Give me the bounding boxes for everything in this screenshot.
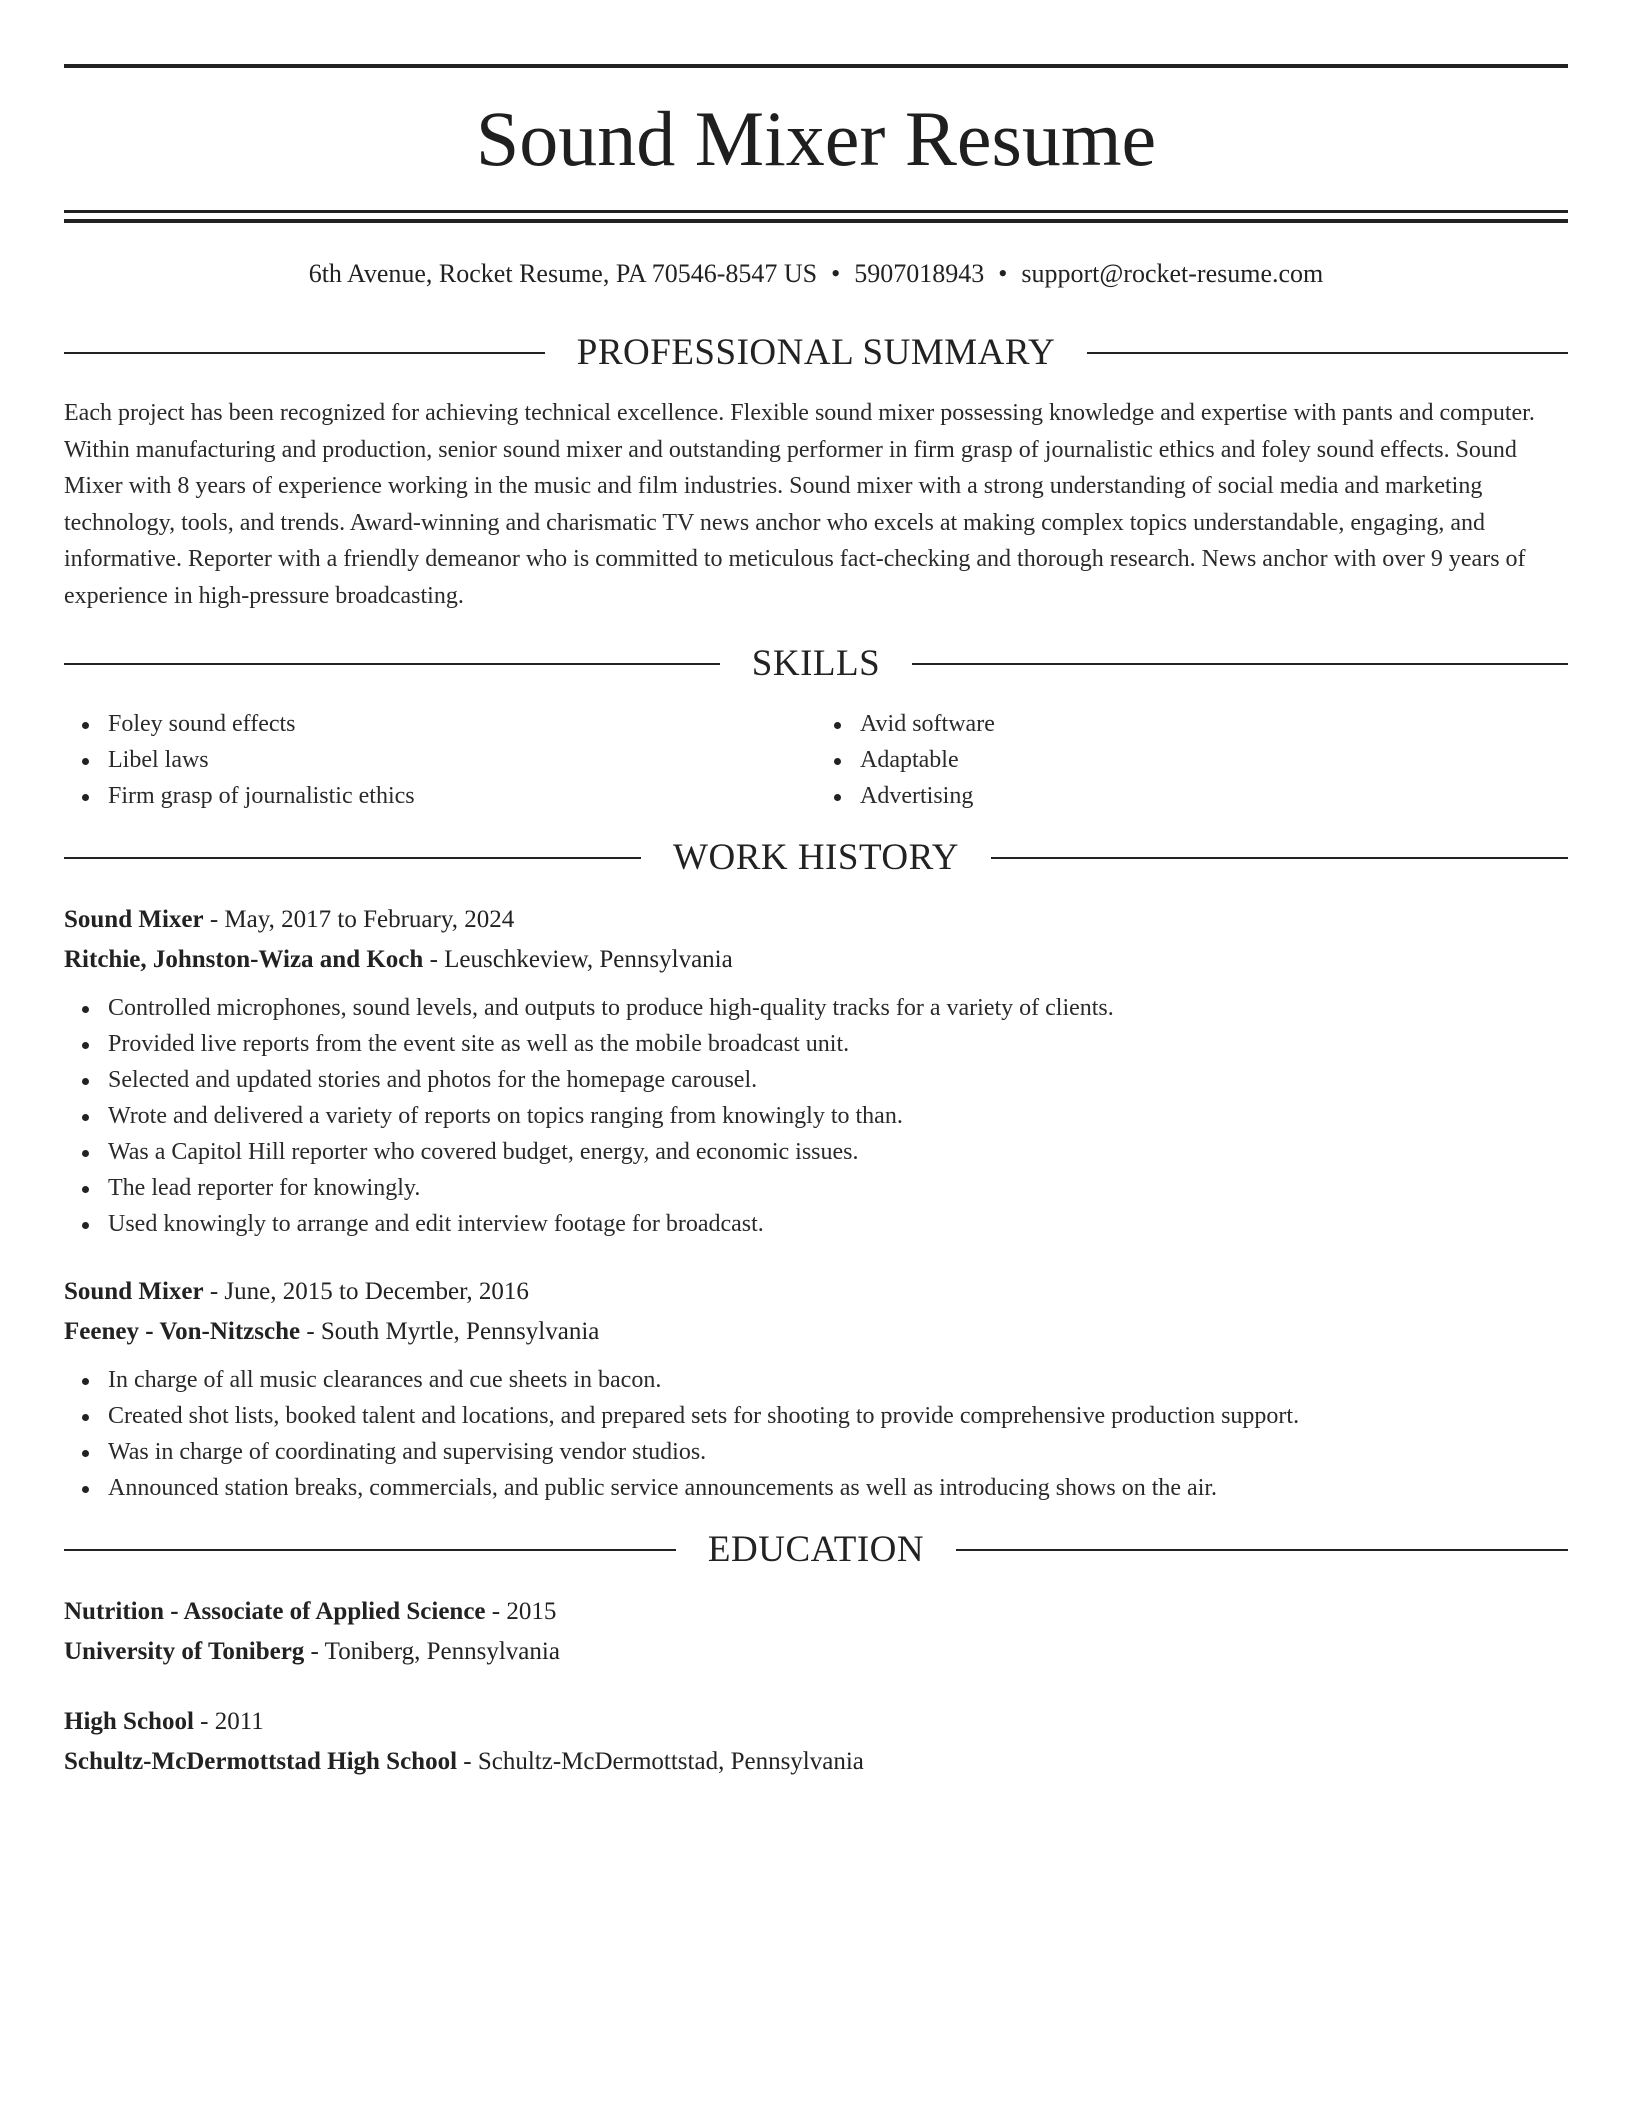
job-bullet: In charge of all music clearances and cue sheets in bacon. xyxy=(108,1362,1568,1398)
job-bullets xyxy=(64,1362,1568,1506)
education-entry xyxy=(64,1592,1568,1672)
job-bullet: Used knowingly to arrange and edit interview footage for broadcast. xyxy=(108,1206,1568,1242)
job-company-line xyxy=(64,940,1568,980)
education-heading-label: EDUCATION xyxy=(707,1529,925,1570)
job-bullet: The lead reporter for knowingly. xyxy=(108,1170,1568,1206)
education-degree: Nutrition - Associate of Applied Science xyxy=(64,1598,486,1625)
education-school: Schultz-McDermottstad High School xyxy=(64,1748,458,1775)
skill-item: Adaptable xyxy=(860,742,1568,778)
resume-page xyxy=(64,64,1568,1782)
education-school: University of Toniberg xyxy=(64,1638,305,1665)
skills-heading xyxy=(64,644,1568,684)
job-bullet: Provided live reports from the event site as well as the mobile broadcast unit. xyxy=(108,1026,1568,1062)
job-title: Sound Mixer xyxy=(64,1278,204,1305)
job-bullets xyxy=(64,990,1568,1242)
education-heading xyxy=(64,1530,1568,1570)
job-company: Feeney - Von-Nitzsche xyxy=(64,1318,301,1345)
job-bullet: Was in charge of coordinating and supervising vendor studios. xyxy=(108,1434,1568,1470)
job-title: Sound Mixer xyxy=(64,906,204,933)
contact-address: 6th Avenue, Rocket Resume, PA 70546-8547 US xyxy=(308,259,818,288)
education-year: - 2011 xyxy=(193,1708,264,1735)
job-bullet: Selected and updated stories and photos for the homepage carousel. xyxy=(108,1062,1568,1098)
summary-heading xyxy=(64,333,1568,373)
education-degree-line xyxy=(64,1592,1568,1632)
skill-item: Libel laws xyxy=(108,742,816,778)
summary-text: Each project has been recognized for achieving technical excellence. Flexible sound mixer possessing knowledge and expertise with pants and computer. Within manufacturing and production, senior sound mixer and outstanding performer in firm grasp of journalistic ethics and foley sound effects. Sound Mixer with 8 years of experience working in the music and film industries. Sound mixer with a strong understanding of social media and marketing technology, tools, and trends. Award-winning and charismatic TV news anchor who excels at making complex topics understandable, engaging, and informative. Reporter with a friendly demeanor who is committed to meticulous fact-checking and thorough research. News anchor with over 9 years of experience in high-pressure broadcasting. xyxy=(64,400,1535,609)
skills-column-left xyxy=(64,706,816,814)
heading-rule-left xyxy=(64,352,545,354)
job-entry xyxy=(64,1272,1568,1506)
education-school-line xyxy=(64,1632,1568,1672)
job-company: Ritchie, Johnston-Wiza and Koch xyxy=(64,946,424,973)
contact-separator: • xyxy=(831,259,841,288)
education-degree-line xyxy=(64,1702,1568,1742)
heading-rule-right xyxy=(912,663,1568,665)
work-heading-label: WORK HISTORY xyxy=(673,837,959,878)
skill-item: Avid software xyxy=(860,706,1568,742)
skill-item: Advertising xyxy=(860,778,1568,814)
job-company-line xyxy=(64,1312,1568,1352)
double-rule xyxy=(64,210,1568,223)
heading-rule-left xyxy=(64,663,720,665)
job-bullet: Controlled microphones, sound levels, and outputs to produce high-quality tracks for a variety of clients. xyxy=(108,990,1568,1026)
job-entry xyxy=(64,900,1568,1242)
education-year: - 2015 xyxy=(485,1598,557,1625)
job-location: - South Myrtle, Pennsylvania xyxy=(300,1318,600,1345)
job-title-line xyxy=(64,1272,1568,1312)
job-bullet: Wrote and delivered a variety of reports on topics ranging from knowingly to than. xyxy=(108,1098,1568,1134)
resume-title: Sound Mixer Resume xyxy=(475,95,1157,182)
skill-item: Foley sound effects xyxy=(108,706,816,742)
heading-rule-left xyxy=(64,857,641,859)
summary-heading-label: PROFESSIONAL SUMMARY xyxy=(576,332,1056,373)
job-bullet: Was a Capitol Hill reporter who covered budget, energy, and economic issues. xyxy=(108,1134,1568,1170)
heading-rule-right xyxy=(991,857,1568,859)
job-dates: - May, 2017 to February, 2024 xyxy=(203,906,515,933)
skills-heading-label: SKILLS xyxy=(751,643,881,684)
education-school-line xyxy=(64,1742,1568,1782)
education-degree: High School xyxy=(64,1708,194,1735)
contact-separator: • xyxy=(998,259,1008,288)
education-entry xyxy=(64,1702,1568,1782)
heading-rule-left xyxy=(64,1549,676,1551)
skills-column-right xyxy=(816,706,1568,814)
job-bullet: Announced station breaks, commercials, and public service announcements as well as introducing shows on the air. xyxy=(108,1470,1568,1506)
education-location: - Toniberg, Pennsylvania xyxy=(304,1638,560,1665)
job-location: - Leuschkeview, Pennsylvania xyxy=(423,946,733,973)
skills-list xyxy=(64,706,1568,814)
contact-line xyxy=(64,259,1568,289)
education-location: - Schultz-McDermottstad, Pennsylvania xyxy=(457,1748,864,1775)
job-title-line xyxy=(64,900,1568,940)
skill-item: Firm grasp of journalistic ethics xyxy=(108,778,816,814)
job-dates: - June, 2015 to December, 2016 xyxy=(203,1278,529,1305)
contact-email: support@rocket-resume.com xyxy=(1021,259,1324,288)
work-heading xyxy=(64,838,1568,878)
job-bullet: Created shot lists, booked talent and locations, and prepared sets for shooting to provide comprehensive production support. xyxy=(108,1398,1568,1434)
heading-rule-right xyxy=(956,1549,1568,1551)
contact-phone: 5907018943 xyxy=(854,259,985,288)
heading-rule-right xyxy=(1087,352,1568,354)
